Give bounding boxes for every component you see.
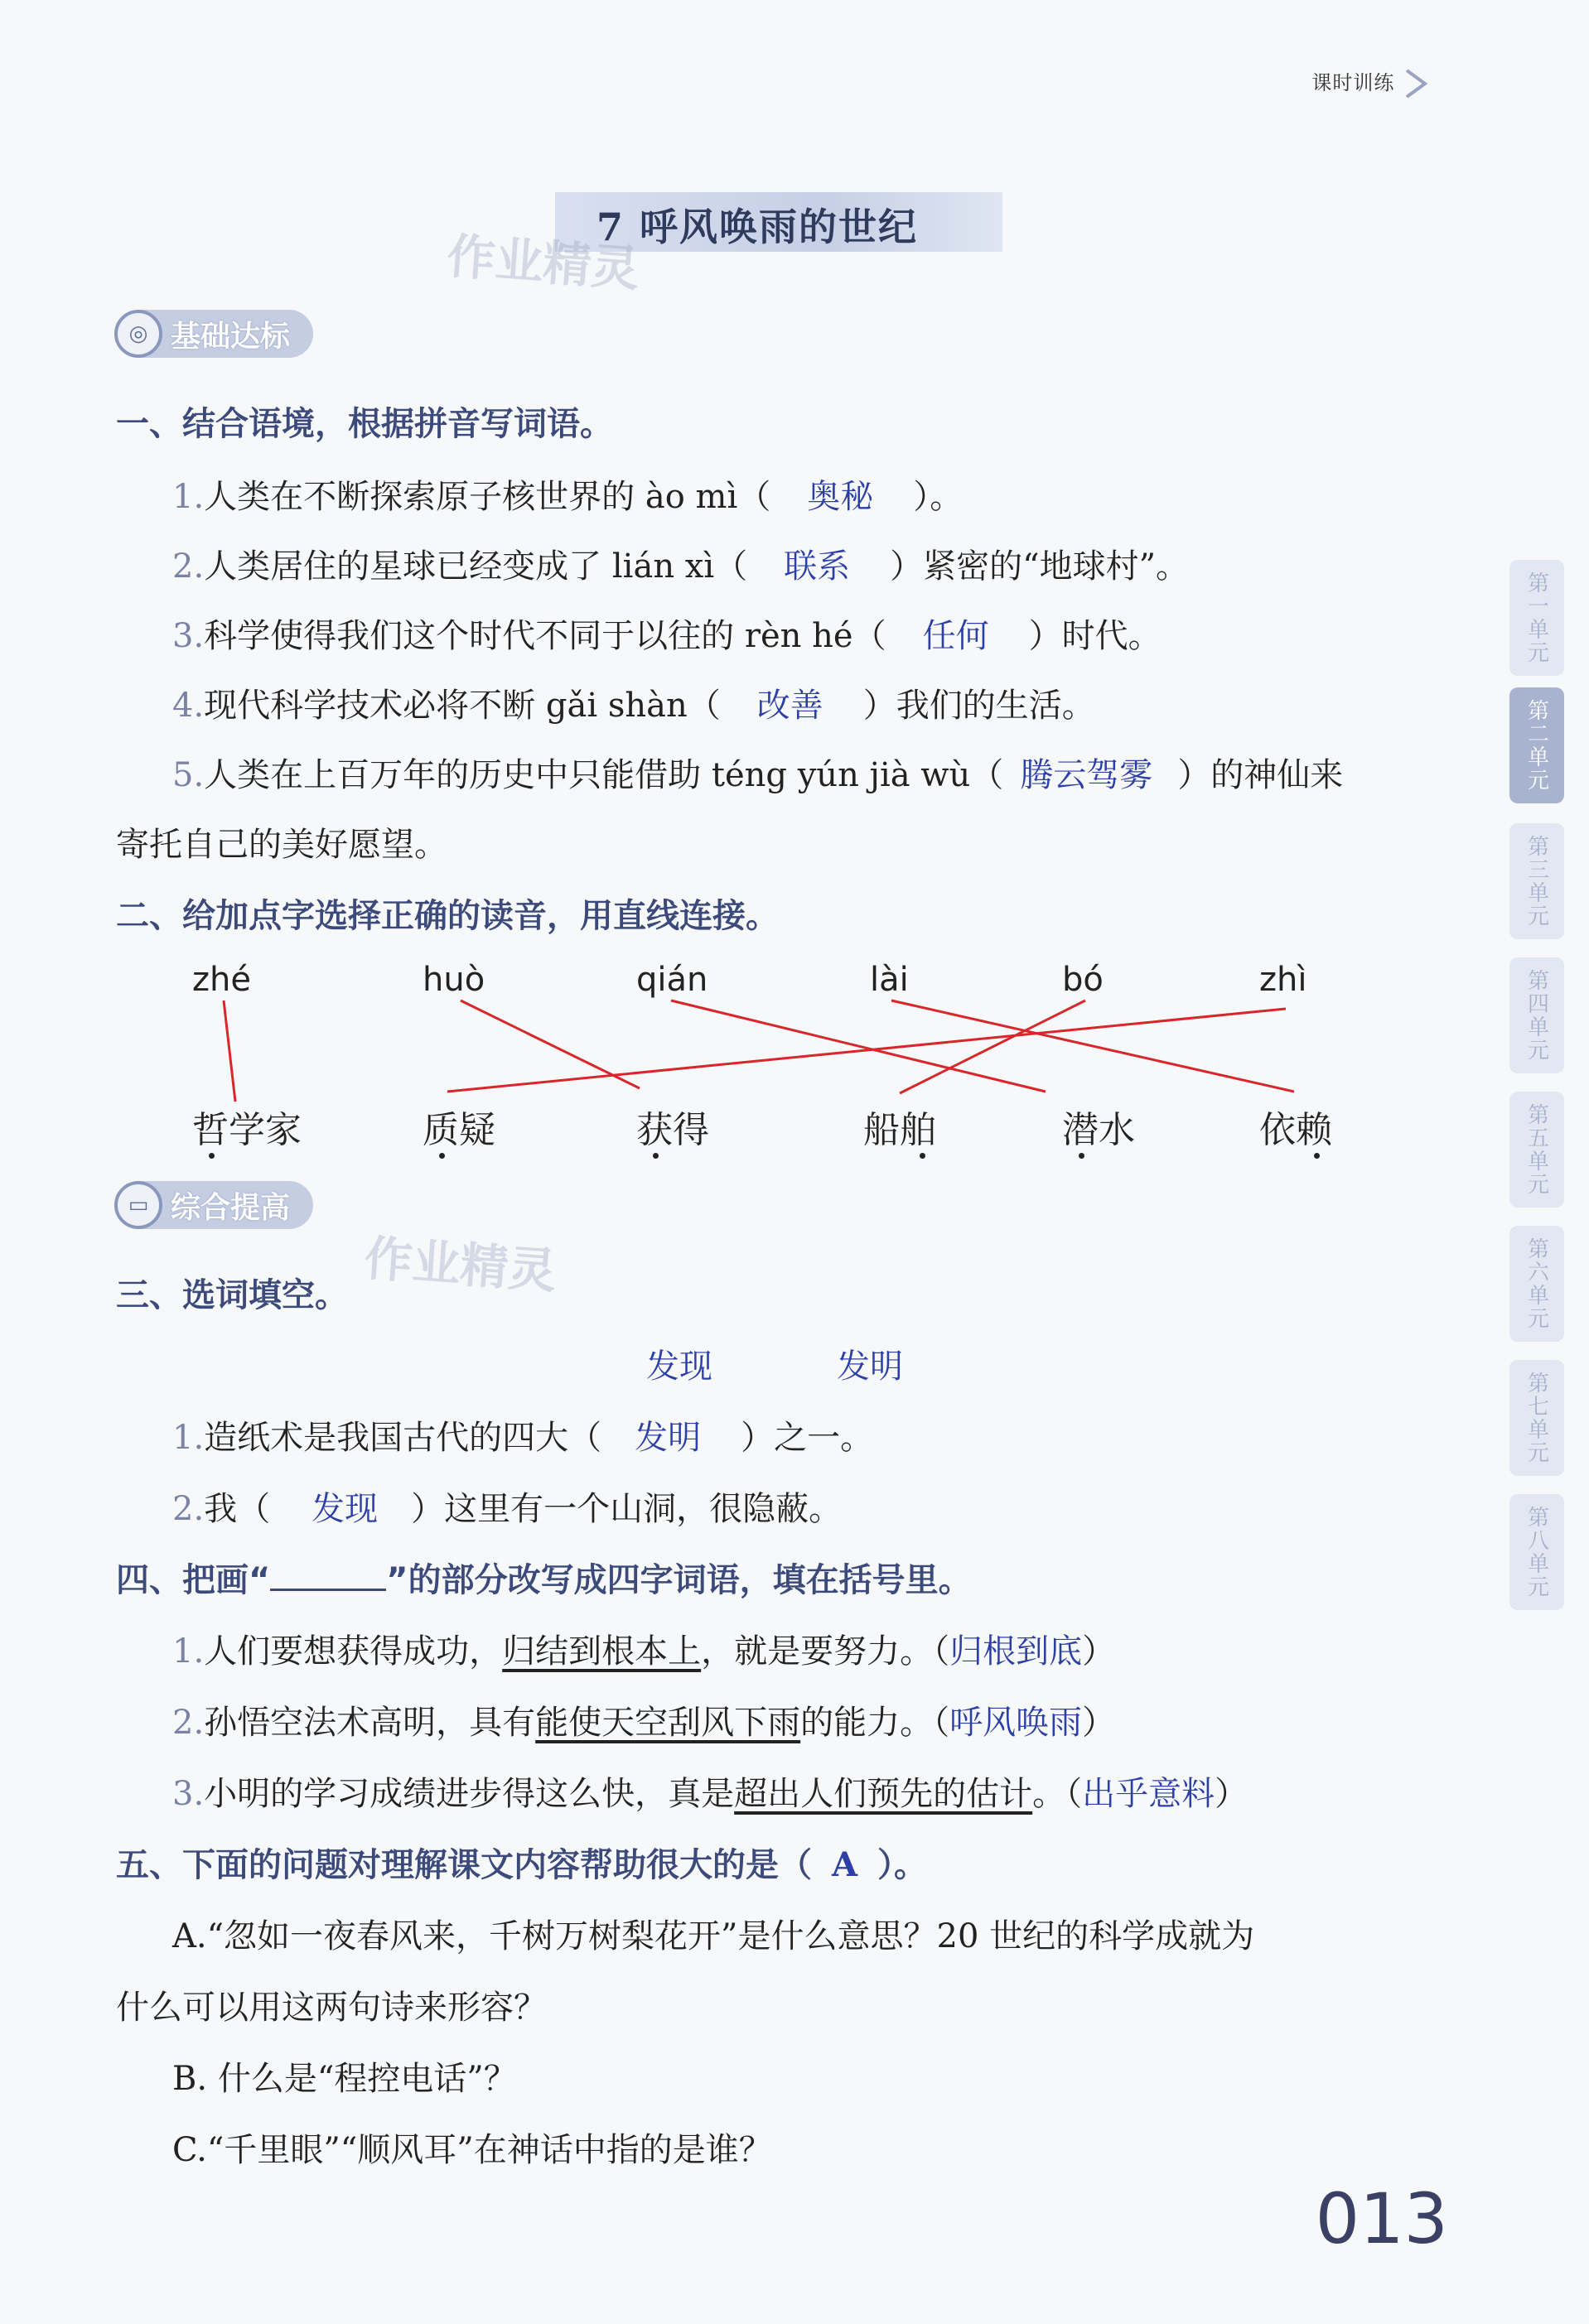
- q4-item-1: 1.人们要想获得成功，归结到根本上，就是要努力。（归根到底）: [172, 1632, 1116, 1671]
- header-tag: 课时训练: [1311, 66, 1432, 100]
- side-tab-unit-6[interactable]: 第六单元: [1509, 1226, 1564, 1342]
- side-tab-unit-5[interactable]: 第五单元: [1509, 1092, 1564, 1208]
- q5-option-b: B. 什么是“程控电话”？: [172, 2060, 517, 2098]
- word-5: 潜水: [1062, 1109, 1135, 1151]
- q5-option-a: A.“忽如一夜春风来，千树万树梨花开”是什么意思？20 世纪的科学成就为: [172, 1917, 1255, 1955]
- page-number: 013: [1315, 2178, 1448, 2259]
- side-tab-unit-3[interactable]: 第三单元: [1509, 823, 1564, 939]
- emphasis-dot: [920, 1153, 925, 1159]
- q1-item-5: 5.人类在上百万年的历史中只能借助 téng yún jià wù（ 腾云驾雾 ）的神仙来: [172, 756, 1344, 794]
- monitor-icon: ▭: [114, 1181, 162, 1229]
- option-word-1: 发现: [646, 1348, 712, 1386]
- match-line: [224, 1000, 235, 1102]
- underline-sample: [270, 1589, 386, 1591]
- question-3-title: 三、选词填空。: [116, 1276, 348, 1314]
- q4-item-3: 3.小明的学习成绩进步得这么快，真是超出人们预先的估计。（出乎意料）: [172, 1775, 1248, 1813]
- side-tab-unit-7[interactable]: 第七单元: [1509, 1360, 1564, 1476]
- option-word-2: 发明: [837, 1348, 903, 1386]
- section-badge-basic: ◎ 基础达标: [116, 310, 313, 358]
- watermark: 作业精灵: [445, 227, 641, 297]
- emphasis-dot: [653, 1153, 659, 1159]
- question-2-title: 二、给加点字选择正确的读音，用直线连接。: [116, 897, 779, 935]
- emphasis-dot: [209, 1153, 215, 1159]
- side-tab-unit-2[interactable]: 第二单元: [1509, 687, 1564, 803]
- watermark: 作业精灵: [362, 1229, 558, 1299]
- q4-item-2: 2.孙悟空法术高明，具有能使天空刮风下雨的能力。（呼风唤雨）: [172, 1704, 1116, 1742]
- word-2: 质疑: [423, 1109, 495, 1151]
- q5-option-a-continued: 什么可以用这两句诗来形容？: [116, 1989, 547, 2027]
- pinyin-3: qián: [636, 961, 708, 999]
- q1-item-5-continued: 寄托自己的美好愿望。: [116, 826, 447, 864]
- q1-item-2: 2.人类居住的星球已经变成了 lián xì（ 联系 ）紧密的“地球村”。: [172, 547, 1190, 586]
- matching-lines: [0, 0, 1589, 1160]
- side-tab-unit-8[interactable]: 第八单元: [1509, 1494, 1564, 1610]
- pinyin-1: zhé: [192, 961, 251, 999]
- word-6: 依赖: [1259, 1109, 1332, 1151]
- question-4-title: 四、把画“ ”的部分改写成四字词语，填在括号里。: [116, 1561, 972, 1599]
- question-1-title: 一、结合语境，根据拼音写词语。: [116, 405, 613, 443]
- pinyin-6: zhì: [1259, 961, 1307, 999]
- emphasis-dot: [439, 1153, 445, 1159]
- q5-option-c: C.“千里眼”“顺风耳”在神话中指的是谁？: [172, 2131, 772, 2169]
- q1-item-1: 1.人类在不断探索原子核世界的 ào mì（ 奥秘 ）。: [172, 478, 964, 516]
- side-tab-unit-4[interactable]: 第四单元: [1509, 957, 1564, 1073]
- side-tab-unit-1[interactable]: 第一单元: [1509, 560, 1564, 676]
- question-5-title: 五、下面的问题对理解课文内容帮助很大的是（ A ）。: [116, 1845, 928, 1884]
- q1-item-3: 3.科学使得我们这个时代不同于以往的 rèn hé（ 任何 ）时代。: [172, 617, 1162, 655]
- emphasis-dot: [1314, 1153, 1320, 1159]
- pinyin-4: lài: [870, 961, 909, 999]
- word-1: 哲学家: [192, 1109, 302, 1151]
- lesson-title: 7 呼风唤雨的世纪: [596, 205, 919, 249]
- match-line: [447, 1009, 1286, 1092]
- q3-item-2: 2.我（ 发现 ）这里有一个山洞，很隐蔽。: [172, 1490, 843, 1528]
- section-badge-advanced: ▭ 综合提高: [116, 1181, 313, 1229]
- pinyin-5: bó: [1062, 961, 1104, 999]
- pinyin-2: huò: [423, 961, 485, 999]
- target-icon: ◎: [114, 310, 162, 358]
- q1-item-4: 4.现代科学技术必将不断 gǎi shàn（ 改善 ）我们的生活。: [172, 687, 1095, 725]
- match-line: [671, 1000, 1046, 1092]
- q3-item-1: 1.造纸术是我国古代的四大（ 发明 ）之一。: [172, 1419, 874, 1457]
- word-4: 船舶: [863, 1109, 936, 1151]
- word-3: 获得: [636, 1109, 709, 1151]
- emphasis-dot: [1079, 1153, 1084, 1159]
